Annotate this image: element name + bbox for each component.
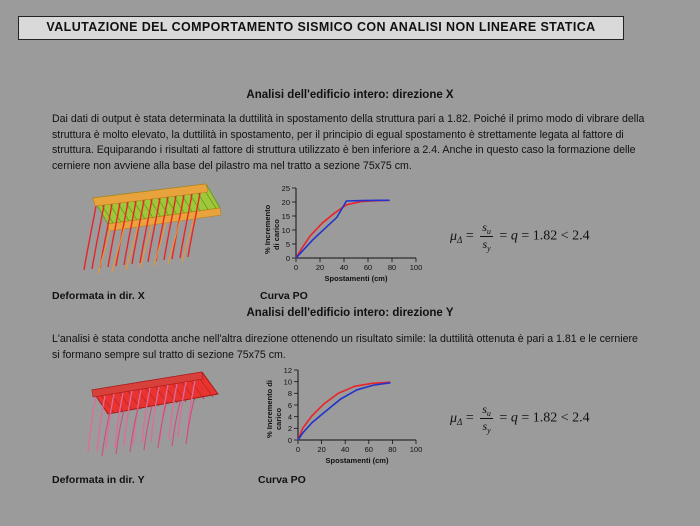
svg-text:100: 100 bbox=[409, 445, 423, 454]
svg-text:Spostamenti (cm): Spostamenti (cm) bbox=[324, 274, 388, 283]
caption-curva-po-x: Curva PO bbox=[260, 290, 308, 302]
paragraph-x: Dai dati di output è stata determinata la duttilità in spostamento della struttura pari a 1.82. Poiché il primo modo di vibrare della struttura è molto elevato, la duttilità in spostamento, per il principio di egual spostamento è strettamente legata al fattore di struttura. Equiparando i risultati al fattore di struttura utilizzato è ben inferiore a 2.4. Anche in questo caso la formazione delle cerniere non avviene alla base del pilastro ma nel tratto a sezione 75x75 cm. bbox=[52, 113, 645, 172]
section-heading-x: Analisi dell'edificio intero: direzione X bbox=[246, 89, 454, 101]
svg-text:80: 80 bbox=[388, 445, 397, 454]
deformata-modello-y-figure bbox=[60, 364, 230, 469]
slide-title-banner bbox=[18, 16, 624, 40]
svg-text:20: 20 bbox=[315, 263, 325, 272]
svg-text:0: 0 bbox=[295, 445, 301, 454]
chart-curva-po-y-svg bbox=[258, 364, 433, 466]
svg-text:100: 100 bbox=[409, 263, 423, 272]
svg-text:0: 0 bbox=[287, 436, 292, 445]
caption-deformata-y: Deformata in dir. Y bbox=[52, 474, 145, 486]
chart-x-ylabel-line1: % Incremento bbox=[263, 204, 272, 254]
section-heading-y: Analisi dell'edificio intero: direzione Y bbox=[246, 307, 454, 319]
formula-x-value: 1.82 < 2.4 bbox=[532, 228, 590, 244]
formula-y-value: 1.82 < 2.4 bbox=[532, 410, 590, 426]
svg-text:40: 40 bbox=[339, 263, 349, 272]
deformata-modello-y-svg bbox=[60, 364, 230, 464]
svg-text:2: 2 bbox=[287, 424, 292, 433]
slide-title: VALUTAZIONE DEL COMPORTAMENTO SISMICO CON ANALISI NON LINEARE STATICA bbox=[46, 20, 596, 34]
chart-x-ylabel-line2: di carico bbox=[272, 219, 281, 250]
slide-body bbox=[30, 42, 670, 492]
paragraph-y: L'analisi è stata condotta anche nell'altra direzione ottenendo un risultato simile: la duttilità ottenuta è pari a 1.81 e le cerniere si formano sempre sul tratto di sezione 75x75 cm. bbox=[52, 333, 638, 361]
svg-text:5: 5 bbox=[285, 240, 290, 249]
formula-duttilita-y: $\mu_\Delta$ = $\frac{s_u}{s_y}$ = q = 1.82 < 2.4 bbox=[450, 402, 590, 435]
svg-text:6: 6 bbox=[287, 401, 292, 410]
svg-text:4: 4 bbox=[287, 412, 292, 422]
svg-text:25: 25 bbox=[281, 184, 290, 193]
svg-text:0: 0 bbox=[285, 254, 290, 263]
formula-duttilita-x: $\mu_\Delta$ = $\frac{s_u}{s_y}$ = q = 1.82 < 2.4 bbox=[450, 220, 590, 253]
chart-curva-po-x bbox=[258, 182, 433, 289]
chart-curva-po-x-svg bbox=[258, 182, 433, 284]
svg-text:20: 20 bbox=[281, 198, 290, 207]
svg-text:40: 40 bbox=[341, 445, 350, 454]
svg-text:60: 60 bbox=[364, 445, 373, 454]
svg-text:8: 8 bbox=[287, 389, 292, 398]
svg-text:10: 10 bbox=[283, 377, 292, 387]
svg-text:60: 60 bbox=[363, 263, 373, 272]
chart-curva-po-y bbox=[258, 364, 433, 471]
caption-deformata-x: Deformata in dir. X bbox=[52, 290, 145, 302]
caption-curva-po-y: Curva PO bbox=[258, 474, 306, 486]
svg-text:15: 15 bbox=[281, 212, 290, 221]
svg-text:20: 20 bbox=[317, 445, 326, 454]
deformata-modello-x-figure bbox=[58, 180, 228, 285]
svg-text:12: 12 bbox=[283, 366, 292, 375]
deformata-modello-x-svg bbox=[58, 180, 228, 280]
svg-text:0: 0 bbox=[293, 263, 299, 272]
svg-text:Spostamenti (cm): Spostamenti (cm) bbox=[325, 456, 389, 465]
chart-y-ylabel-line2: carico bbox=[274, 407, 283, 430]
svg-text:10: 10 bbox=[281, 226, 290, 235]
chart-y-ylabel-line1: % Incremento di bbox=[265, 380, 274, 438]
svg-text:80: 80 bbox=[387, 263, 397, 272]
